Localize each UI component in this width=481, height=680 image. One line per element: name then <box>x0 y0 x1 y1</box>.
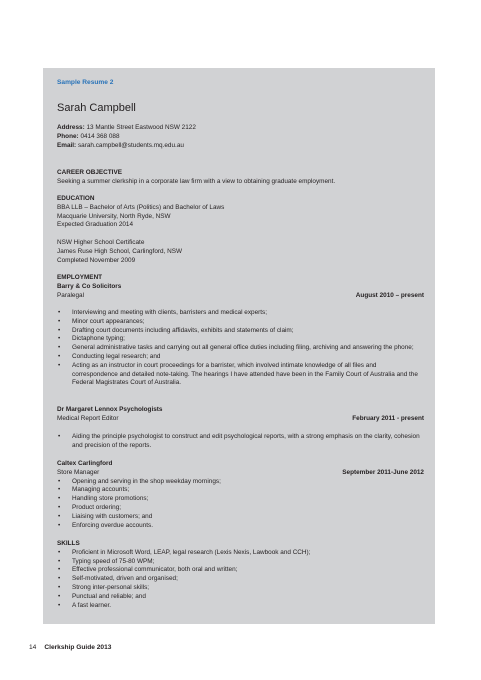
address-line <box>57 124 424 133</box>
objective-text: Seeking a summer clerkship in a corporate law firm with a view to obtaining graduate employment. <box>57 177 336 185</box>
list-item: • Liaising with customers; and <box>57 513 424 522</box>
list-item: • Handling store promotions; <box>57 495 424 504</box>
page-footer <box>29 644 111 651</box>
education-line: Macquarie University, North Ryde, NSW <box>57 212 171 220</box>
list-item: • Drafting court documents including affidavits, exhibits and statements of claim; <box>57 327 424 336</box>
job-role-row <box>57 469 424 478</box>
list-item: • Conducting legal research; and <box>57 353 424 362</box>
job-duties-barry <box>57 309 424 388</box>
duties-list <box>57 309 424 388</box>
employer-name: Barry & Co Solicitors <box>57 282 122 290</box>
job-lennox <box>57 406 424 424</box>
duties-list <box>57 433 424 451</box>
list-item: • Opening and serving in the shop weekday mornings; <box>57 478 424 487</box>
job-role-row <box>57 292 424 301</box>
list-item: • Punctual and reliable; and <box>57 593 424 602</box>
sample-label: Sample Resume 2 <box>57 79 114 86</box>
address-label: Address: <box>57 124 85 131</box>
employer-name: Caltex Carlingford <box>57 460 113 467</box>
job-role-row <box>57 415 424 424</box>
education-entry-hsc <box>57 239 424 265</box>
phone-value: 0414 368 088 <box>80 132 120 140</box>
job-duties-lennox <box>57 433 424 451</box>
skills-list <box>57 549 424 611</box>
list-item: • Aiding the principle psychologist to construct and edit psychological reports, with a strong emphasis on the clarity, cohesion and precision of the reports. <box>57 433 424 451</box>
list-item: • Interviewing and meeting with clients, barristers and medical experts; <box>57 309 424 318</box>
skills-heading: SKILLS <box>57 540 80 547</box>
job-role: Medical Report Editor <box>57 414 119 422</box>
list-item: • Proficient in Microsoft Word, LEAP, legal research (Lexis Nexis, Lawbook and CCH); <box>57 549 424 558</box>
email-value: sarah.campbell@students.mq.edu.au <box>77 141 184 149</box>
objective-section <box>57 169 424 187</box>
resume-name: Sarah Campbell <box>57 102 136 114</box>
job-caltex <box>57 460 424 530</box>
phone-line <box>57 133 424 142</box>
employment-section <box>57 274 424 300</box>
duties-list <box>57 478 424 531</box>
list-item: • Self-motivated, driven and organised; <box>57 575 424 584</box>
education-section <box>57 195 424 230</box>
list-item: • Dictaphone typing; <box>57 335 424 344</box>
contact-block <box>57 124 424 150</box>
list-item: • Enforcing overdue accounts. <box>57 522 424 531</box>
list-item: • Strong inter-personal skills; <box>57 584 424 593</box>
email-line <box>57 142 424 151</box>
education-line: James Ruse High School, Carlingford, NSW <box>57 247 183 255</box>
publication-title: Clerkship Guide 2013 <box>44 644 112 651</box>
skills-section <box>57 540 424 610</box>
list-item: • Minor court appearances; <box>57 318 424 327</box>
list-item: • Acting as an instructor in court proceedings for a barrister, which involved intimate knowledge of all files and correspondence and detailed note-taking. The hearings I have attended have been in the Family Court of Australia and the Federal Magistrates Court of Australia. <box>57 362 424 388</box>
sample-resume-panel <box>43 68 435 624</box>
job-role: Store Manager <box>57 468 100 476</box>
list-item: • Managing accounts; <box>57 486 424 495</box>
job-dates: February 2011 - present <box>352 414 424 422</box>
list-item: • Typing speed of 75-80 WPM; <box>57 558 424 567</box>
job-role: Paralegal <box>57 291 85 299</box>
education-line: NSW Higher School Certificate <box>57 239 145 246</box>
employment-heading: EMPLOYMENT <box>57 274 103 281</box>
list-item: • General administrative tasks and carrying out all general office duties including filing, archiving and answering the phone; <box>57 344 424 353</box>
list-item: • Product ordering; <box>57 504 424 513</box>
page-number: 14 <box>29 644 37 651</box>
education-heading: EDUCATION <box>57 195 95 202</box>
education-line: Expected Graduation 2014 <box>57 221 134 229</box>
employer-name: Dr Margaret Lennox Psychologists <box>57 406 163 413</box>
email-label: Email: <box>57 141 77 149</box>
objective-heading: CAREER OBJECTIVE <box>57 169 122 176</box>
phone-label: Phone: <box>57 132 79 140</box>
address-value: 13 Mantle Street Eastwood NSW 2122 <box>86 124 196 131</box>
job-dates: August 2010 – present <box>355 291 424 299</box>
list-item: • A fast learner. <box>57 602 424 611</box>
job-dates: September 2011-June 2012 <box>342 468 424 476</box>
education-line: Completed November 2009 <box>57 256 136 264</box>
list-item: • Effective professional communicator, both oral and written; <box>57 566 424 575</box>
education-line: BBA LLB – Bachelor of Arts (Politics) and Bachelor of Laws <box>57 203 225 211</box>
